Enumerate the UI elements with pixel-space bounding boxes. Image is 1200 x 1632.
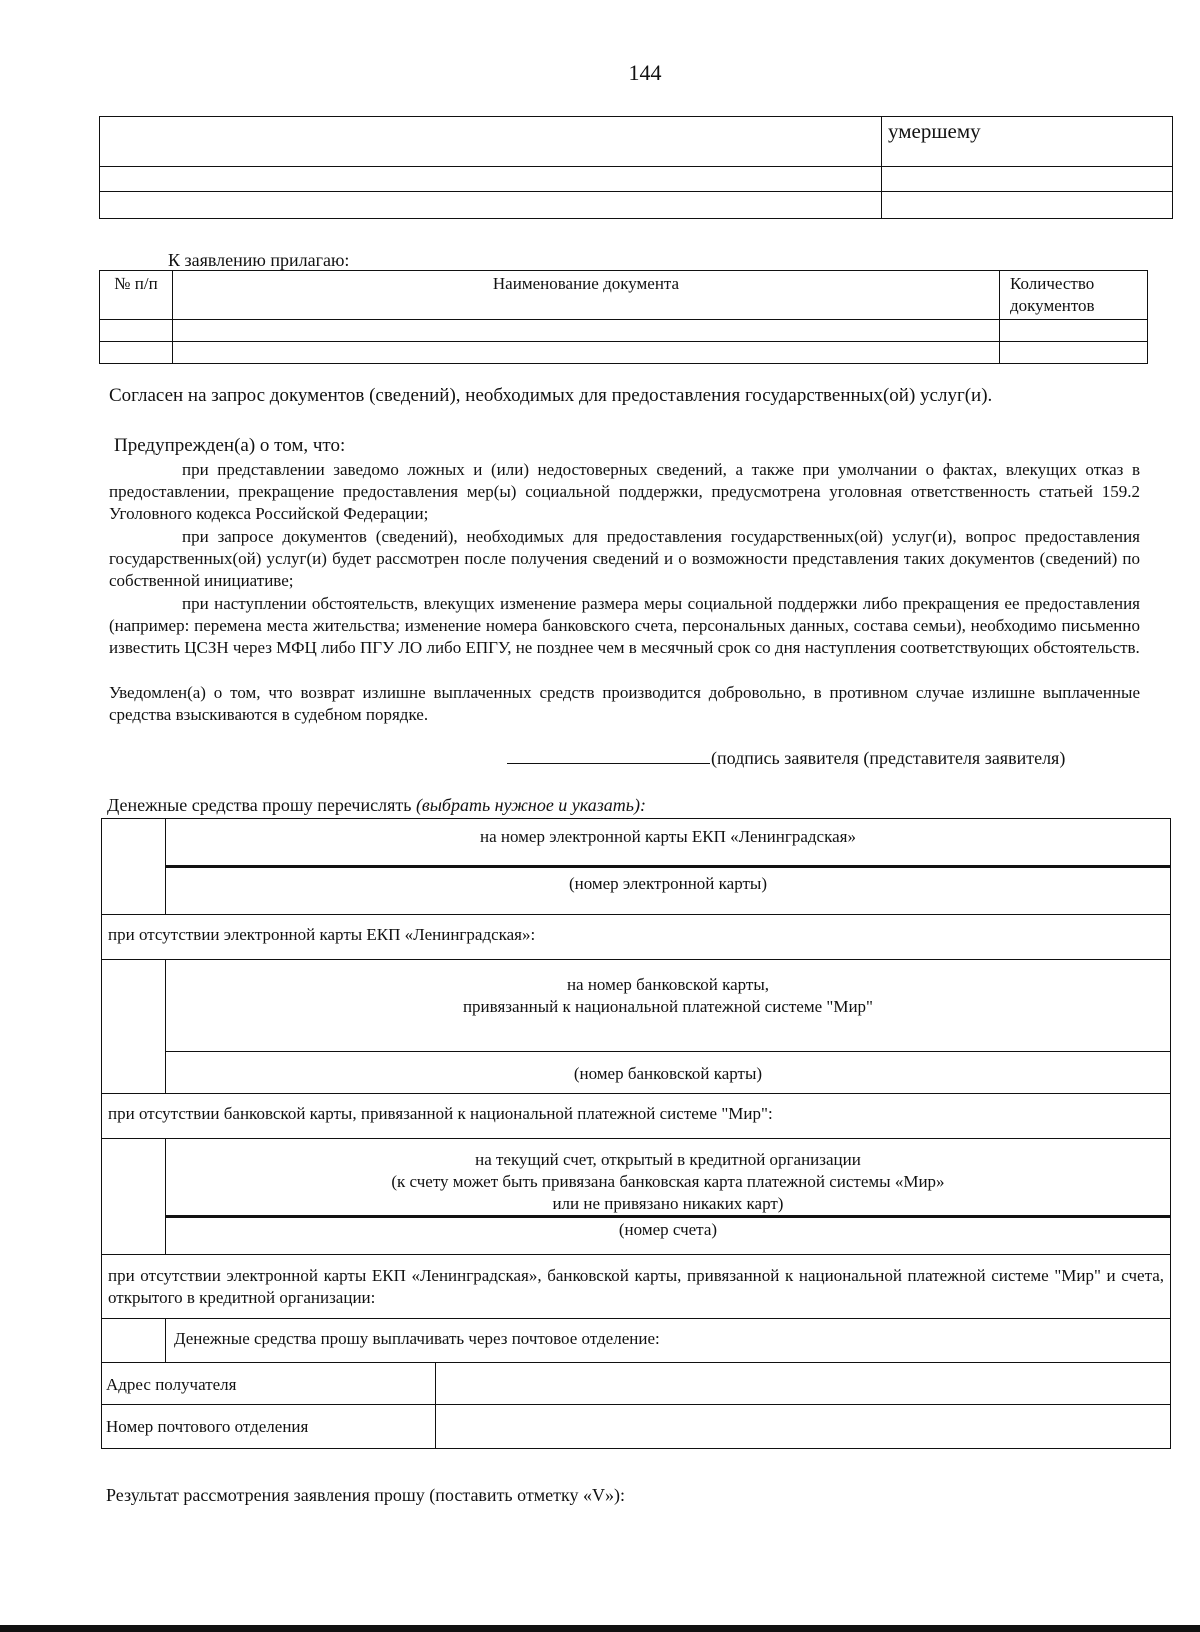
payment-caption-note: (выбрать нужное и указать): (415, 795, 646, 815)
account-text (166, 1139, 1170, 1215)
col-count-header: Количество документов (1000, 271, 1148, 320)
bank-checkbox[interactable] (102, 960, 166, 1094)
scan-edge (0, 1625, 1200, 1632)
warning-1: при представлении заведомо ложных и (или) недостоверных сведений, а также при умолчании о фактах, влекущих отказ в предоставлении, прекращение предоставления мер(ы) социальной поддержки, предусмотрена уголовная ответственность статьей 159.2 Уголовного кодекса Российской Федерации; (109, 460, 1140, 523)
bank-title-2: привязанный к национальной платежной системе "Мир" (462, 997, 873, 1016)
attachment-cell[interactable] (1000, 320, 1148, 342)
top-table-cell[interactable] (882, 167, 1173, 192)
result-caption: Результат рассмотрения заявления прошу (поставить отметку «V»): (106, 1485, 626, 1505)
top-table-cell[interactable] (100, 117, 882, 167)
account-line-1: на текущий счет, открытый в кредитной организации (475, 1150, 861, 1169)
address-field[interactable] (435, 1363, 1170, 1405)
payment-table (101, 818, 1171, 1449)
top-table-cell[interactable] (100, 192, 882, 219)
bank-option (165, 960, 1170, 1052)
no-bank-text: при отсутствии банковской карты, привязанной к национальной платежной системе "Мир": (102, 1094, 1171, 1139)
account-option (165, 1139, 1170, 1255)
col-no-header: № п/п (100, 271, 173, 320)
signature-caption: (подпись заявителя (представителя заявителя) (711, 748, 1066, 768)
signature-line[interactable] (507, 763, 710, 764)
top-table-cell[interactable] (100, 167, 882, 192)
account-line-3: или не привязано никаких карт) (552, 1194, 784, 1213)
attachments-caption: К заявлению прилагаю: (168, 250, 350, 270)
payment-caption-text: Денежные средства прошу перечислять (107, 795, 412, 815)
ekp-title: на номер электронной карты ЕКП «Ленинградская» (479, 827, 856, 846)
account-number-caption: (номер счета) (618, 1220, 718, 1239)
warning-2: при запросе документов (сведений), необходимых для предоставления государственных(ой) услуг(и), вопрос предоставления государственных(ой) услуг(и) будет рассмотрен после получения сведений и о возможности представления таких документов (сведений) по собственной инициативе; (109, 527, 1140, 590)
payment-caption (107, 795, 646, 816)
warning-3: при наступлении обстоятельств, влекущих изменение размера меры социальной поддержки либо прекращения ее предоставления (например: перемена места жительства; изменение номера банковского счета, персональных данных, состава семьи), необходимо письменно известить ЦСЗН через МФЦ либо ПГУ ЛО либо ЕПГУ, не позднее чем в месячный срок со дня наступления соответствующих обстоятельств. (109, 594, 1140, 657)
notified-text: Уведомлен(а) о том, что возврат излишне выплаченных средств производится добровольно, в противном случае излишне выплаченные средства взыскиваются в судебном порядке. (109, 683, 1140, 724)
top-table-cell-deceased: умершему (882, 117, 1173, 167)
consent-text: Согласен на запрос документов (сведений), необходимых для предоставления государственных(ой) услуг(и). (109, 385, 993, 406)
no-ekp-text: при отсутствии электронной карты ЕКП «Ленинградская»: (102, 915, 1171, 960)
ekp-option (165, 819, 1170, 915)
account-line-2: (к счету может быть привязана банковская карта платежной системы «Мир» (391, 1172, 945, 1191)
attachment-cell[interactable] (173, 342, 1000, 364)
attachment-cell[interactable] (173, 320, 1000, 342)
post-office-label: Номер почтового отделения (102, 1405, 436, 1449)
attachment-cell[interactable] (1000, 342, 1148, 364)
attachments-table (99, 270, 1148, 364)
bank-title-1: на номер банковской карты, (566, 975, 769, 994)
post-checkbox[interactable] (102, 1319, 166, 1363)
ekp-checkbox[interactable] (102, 819, 166, 915)
post-option: Денежные средства прошу выплачивать через почтовое отделение: (165, 1319, 1170, 1363)
top-table-cell[interactable] (882, 192, 1173, 219)
warned-heading: Предупрежден(а) о том, что: (114, 435, 346, 456)
page-number: 144 (628, 60, 662, 85)
attachment-cell[interactable] (100, 320, 173, 342)
col-name-header: Наименование документа (173, 271, 1000, 320)
address-label: Адрес получателя (102, 1363, 436, 1405)
account-checkbox[interactable] (102, 1139, 166, 1255)
top-table (99, 116, 1173, 219)
attachment-cell[interactable] (100, 342, 173, 364)
ekp-number-caption: (номер электронной карты) (568, 874, 767, 893)
bank-number-field[interactable]: (номер банковской карты) (165, 1052, 1170, 1094)
post-office-field[interactable] (435, 1405, 1170, 1449)
no-all-text: при отсутствии электронной карты ЕКП «Ленинградская», банковской карты, привязанной к национальной платежной системе "Мир" и счета, открытого в кредитной организации: (102, 1255, 1171, 1319)
